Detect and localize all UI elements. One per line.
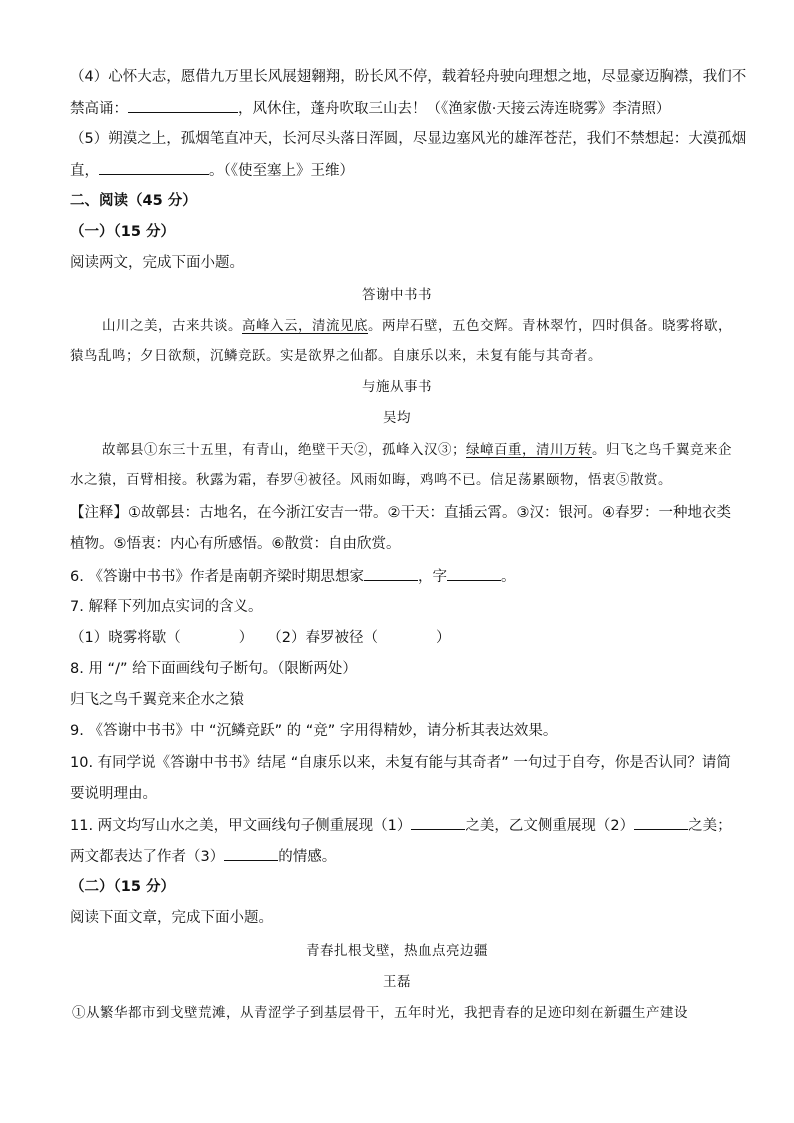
- q11-text: 之美；: [688, 818, 732, 834]
- q7-items: [70, 628, 450, 648]
- q9: 9. 《答谢中书书》中 “沉鳞竞跃” 的 “竞” 字用得精妙，请分析其表达效果。: [70, 723, 558, 739]
- part1-title: （一）（15 分）: [70, 224, 175, 240]
- q6-text: 6. 《答谢中书书》作者是南朝齐梁时期思想家: [70, 569, 364, 585]
- answer-blank[interactable]: [224, 846, 278, 861]
- part1-instruction: 阅读两文，完成下面小题。: [70, 255, 244, 271]
- q7-item2: （2）春罗被径（: [267, 630, 378, 646]
- passage2-text: 故鄣县①东三十五里，有青山，绝壁干天②，孤峰入汉③；: [102, 442, 466, 458]
- q4-line2: [70, 98, 670, 119]
- notes-line1: 【注释】①故鄣县：古地名，在今浙江安吉一带。②干天：直插云霄。③汉：银河。④春罗：一种地衣类: [70, 505, 731, 521]
- q4-line1: （4）心怀大志，愿借九万里长风展翅翱翔，盼长风不停，载着轻舟驶向理想之地，尽显豪迈胸襟，我们不: [70, 69, 747, 85]
- q5-line2-pre: 直，: [70, 163, 99, 179]
- q6: [70, 566, 515, 587]
- q7-item1-close: ）: [238, 630, 254, 646]
- underlined-sentence: 高峰入云，清流见底: [242, 318, 368, 334]
- q4-line2-pre: 禁高诵：: [70, 101, 128, 117]
- part2-title: （二）（15 分）: [70, 879, 175, 895]
- q11-line2: [70, 846, 336, 867]
- answer-blank[interactable]: [364, 566, 418, 581]
- q10-line2: 要说明理由。: [70, 786, 157, 802]
- answer-blank[interactable]: [128, 98, 238, 113]
- passage2-text: 。归飞之鸟千翼竞来企: [592, 442, 732, 458]
- passage2-title: 与施从事书: [362, 379, 432, 395]
- q6-text: ，字: [417, 569, 447, 585]
- q11-line1: [70, 815, 732, 836]
- q6-text: 。: [500, 569, 516, 585]
- section-title: 二、阅读（45 分）: [70, 193, 197, 209]
- q10-line1: 10. 有同学说《答谢中书书》结尾 “自康乐以来，未复有能与其奇者” 一句过于自夸，你是否认同？请简: [70, 755, 731, 771]
- q11-text: 之美，乙文侧重展现（2）: [465, 818, 635, 834]
- answer-blank[interactable]: [634, 815, 688, 830]
- q5-line2: [70, 160, 354, 181]
- q8-sentence: 归飞之鸟千翼竞来企水之猿: [70, 692, 244, 708]
- answer-blank[interactable]: [447, 566, 501, 581]
- q7-title: 7. 解释下列加点实词的含义。: [70, 599, 263, 615]
- q4-line2-post: ，风休住，蓬舟吹取三山去！（《渔家傲·天接云涛连晓雾》李清照）: [238, 101, 671, 117]
- q11-text: 两文都表达了作者（3）: [70, 849, 225, 865]
- q7-item1: （1）晓雾将歇（: [70, 630, 181, 646]
- q5-line1: （5）朔漠之上，孤烟笔直冲天，长河尽头落日浑圆，尽显边塞风光的雄浑苍茫，我们不禁想起：大漠孤烟: [70, 131, 747, 147]
- q11-text: 的情感。: [278, 849, 337, 865]
- passage2-author: 吴均: [383, 410, 411, 426]
- article-title: 青春扎根戈壁，热血点亮边疆: [306, 943, 488, 959]
- passage2-line2: 水之猿，百臂相接。秋露为霜，春罗④被径。风雨如晦，鸡鸣不已。信足荡累颐物，悟衷⑤散赏。: [70, 472, 672, 488]
- passage1-text: 。两岸石壁，五色交辉。青林翠竹，四时俱备。晓雾将歇，: [368, 318, 732, 334]
- article-author: 王磊: [383, 974, 411, 990]
- q8-title: 8. 用 “/” 给下面画线句子断句。（限断两处）: [70, 661, 357, 677]
- passage1-line2: 猿鸟乱鸣；夕日欲颓，沉鳞竞跃。实是欲界之仙都。自康乐以来，未复有能与其奇者。: [70, 348, 602, 364]
- q11-text: 11. 两文均写山水之美，甲文画线句子侧重展现（1）: [70, 818, 412, 834]
- underlined-sentence: 绿嶂百重，清川万转: [466, 442, 592, 458]
- passage1-title: 答谢中书书: [362, 287, 432, 303]
- passage1-text: 山川之美，古来共谈。: [102, 318, 242, 334]
- q7-item2-close: ）: [435, 630, 451, 646]
- q5-line2-post: 。（《使至塞上》王维）: [209, 163, 354, 179]
- passage1-line1: [102, 316, 732, 336]
- article-line1: ①从繁华都市到戈壁荒滩，从青涩学子到基层骨干，五年时光，我把青春的足迹印刻在新疆生产建设: [72, 1005, 688, 1021]
- notes-line2: 植物。⑤悟衷：内心有所感悟。⑥散赏：自由欣赏。: [70, 536, 401, 552]
- answer-blank[interactable]: [99, 160, 209, 175]
- answer-blank[interactable]: [411, 815, 465, 830]
- part2-instruction: 阅读下面文章，完成下面小题。: [70, 910, 273, 926]
- passage2-line1: [102, 440, 732, 460]
